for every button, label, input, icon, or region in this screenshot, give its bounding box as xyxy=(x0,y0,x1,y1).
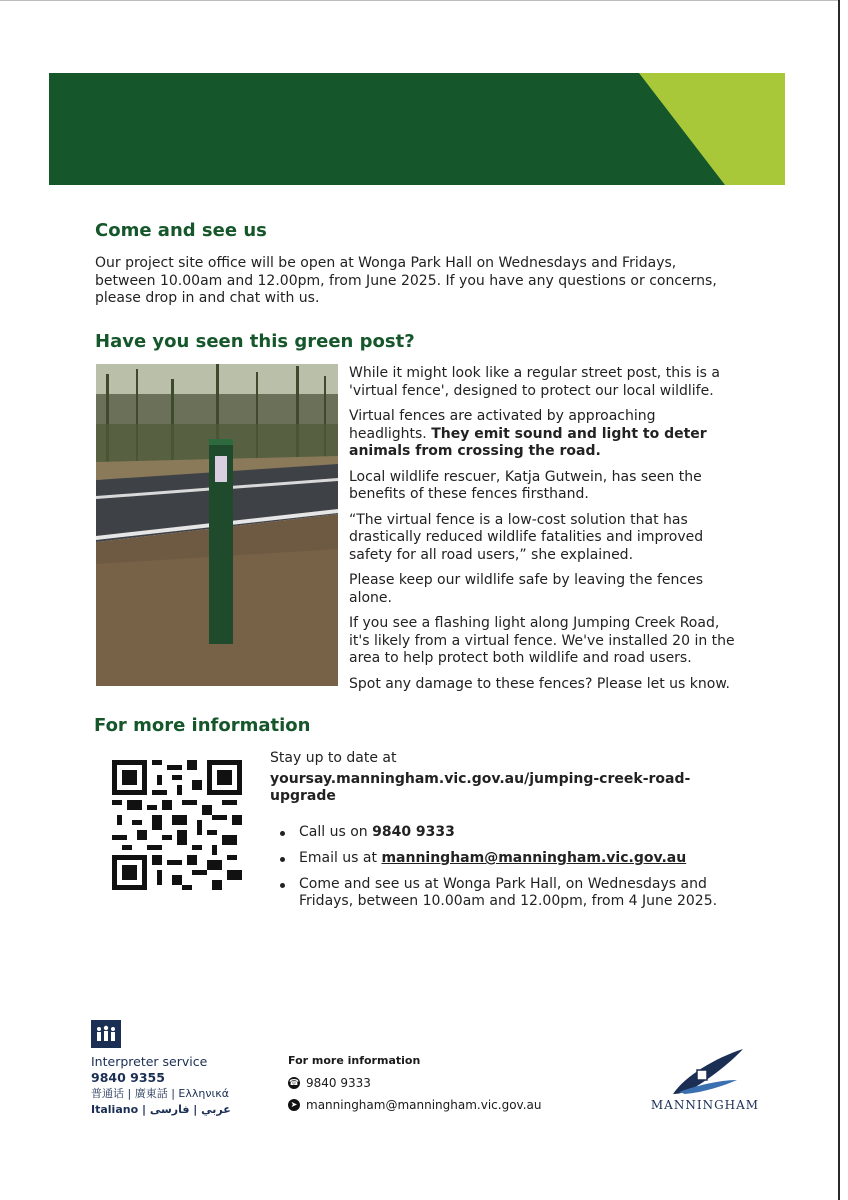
text-line: While it might look like a regular street post, this is a xyxy=(349,365,720,381)
stay-up-to-date xyxy=(270,750,750,806)
green-post-heading: Have you seen this green post? xyxy=(95,331,415,352)
come-see-heading: Come and see us xyxy=(95,220,267,241)
text-line: Local wildlife rescuer, Katja Gutwein, has seen the xyxy=(349,468,702,485)
qr-code[interactable] xyxy=(112,760,242,890)
list-item xyxy=(270,876,740,910)
phone-number[interactable]: 9840 9333 xyxy=(372,824,455,840)
text-line: benefits of these fences firsthand. xyxy=(349,486,589,502)
bullet-icon xyxy=(280,857,285,862)
email-label: Email us at xyxy=(299,850,382,866)
contact-list xyxy=(270,824,740,919)
footer-email-row xyxy=(288,1095,588,1115)
languages-line: 普通话 | 廣東話 | Ελληνικά xyxy=(91,1087,229,1100)
logo-text: MANNINGHAM xyxy=(650,1098,760,1112)
text-line: If you see a flashing light along Jumping Creek Road, xyxy=(349,615,720,631)
call-label: Call us on xyxy=(299,824,373,840)
text-line: Please keep our wildlife safe by leaving the fences xyxy=(349,572,703,588)
more-info-heading: For more information xyxy=(94,715,311,736)
interpreter-icon xyxy=(91,1020,121,1048)
stay-label: Stay up to date at xyxy=(270,750,397,766)
footer-email[interactable]: manningham@manningham.vic.gov.au xyxy=(306,1098,542,1112)
come-see-paragraph xyxy=(95,255,755,308)
email-icon: ➤ xyxy=(288,1099,300,1111)
list-item xyxy=(270,824,740,841)
text-line: safety for all road users,” she explained. xyxy=(349,546,634,563)
text-line: area to help protect both wildlife and road users. xyxy=(349,650,692,666)
footer-phone[interactable]: 9840 9333 xyxy=(306,1076,371,1090)
text-line: Come and see us at Wonga Park Hall, on Wednesdays and xyxy=(299,876,707,892)
interpreter-label: Interpreter service xyxy=(91,1054,208,1069)
text-line: between 10.00am and 12.00pm, from June 2025. If you have any questions or concerns, xyxy=(95,272,717,289)
footer-more-info-label: For more information xyxy=(288,1054,421,1067)
scan-top-edge xyxy=(0,0,840,1)
text-line xyxy=(349,426,739,444)
text-line: drastically reduced wildlife fatalities and improved xyxy=(349,529,704,545)
scan-right-edge xyxy=(838,0,840,1200)
footer-contact xyxy=(288,1054,588,1115)
header-banner xyxy=(49,73,785,185)
virtual-fence-photo xyxy=(96,364,338,686)
footer-phone-row xyxy=(288,1073,588,1093)
text-line: Spot any damage to these fences? Please let us know. xyxy=(349,675,730,692)
text-line: please drop in and chat with us. xyxy=(95,290,320,306)
website-link[interactable]: yoursay.manningham.vic.gov.au/jumping-creek-road- xyxy=(270,770,691,787)
bullet-icon xyxy=(280,883,285,888)
languages-line: Italiano | عربي | فارسی xyxy=(91,1103,231,1116)
list-item xyxy=(270,850,740,867)
text-line: Virtual fences are activated by approaching xyxy=(349,408,656,424)
text-line: 'virtual fence', designed to protect our local wildlife. xyxy=(349,382,714,399)
text-span: headlights. xyxy=(349,425,432,442)
bold-text: animals from crossing the road. xyxy=(349,443,601,459)
bold-text: They emit sound and light to deter xyxy=(431,425,707,442)
phone-icon: ☎ xyxy=(289,1078,299,1087)
text-line: Fridays, between 10.00am and 12.00pm, from 4 June 2025. xyxy=(299,893,718,909)
website-link-cont[interactable]: upgrade xyxy=(270,788,336,804)
text-line: it's likely from a virtual fence. We've installed 20 in the xyxy=(349,632,735,649)
text-line: Our project site office will be open at Wonga Park Hall on Wednesdays and Fridays, xyxy=(95,255,677,271)
interpreter-number[interactable]: 9840 9355 xyxy=(91,1070,165,1085)
green-post-text xyxy=(349,365,739,693)
text-line: alone. xyxy=(349,589,392,606)
bullet-icon xyxy=(280,831,285,836)
text-line: “The virtual fence is a low-cost solution that has xyxy=(349,511,688,528)
email-link[interactable]: manningham@manningham.vic.gov.au xyxy=(381,850,687,866)
interpreter-service xyxy=(91,1020,271,1118)
